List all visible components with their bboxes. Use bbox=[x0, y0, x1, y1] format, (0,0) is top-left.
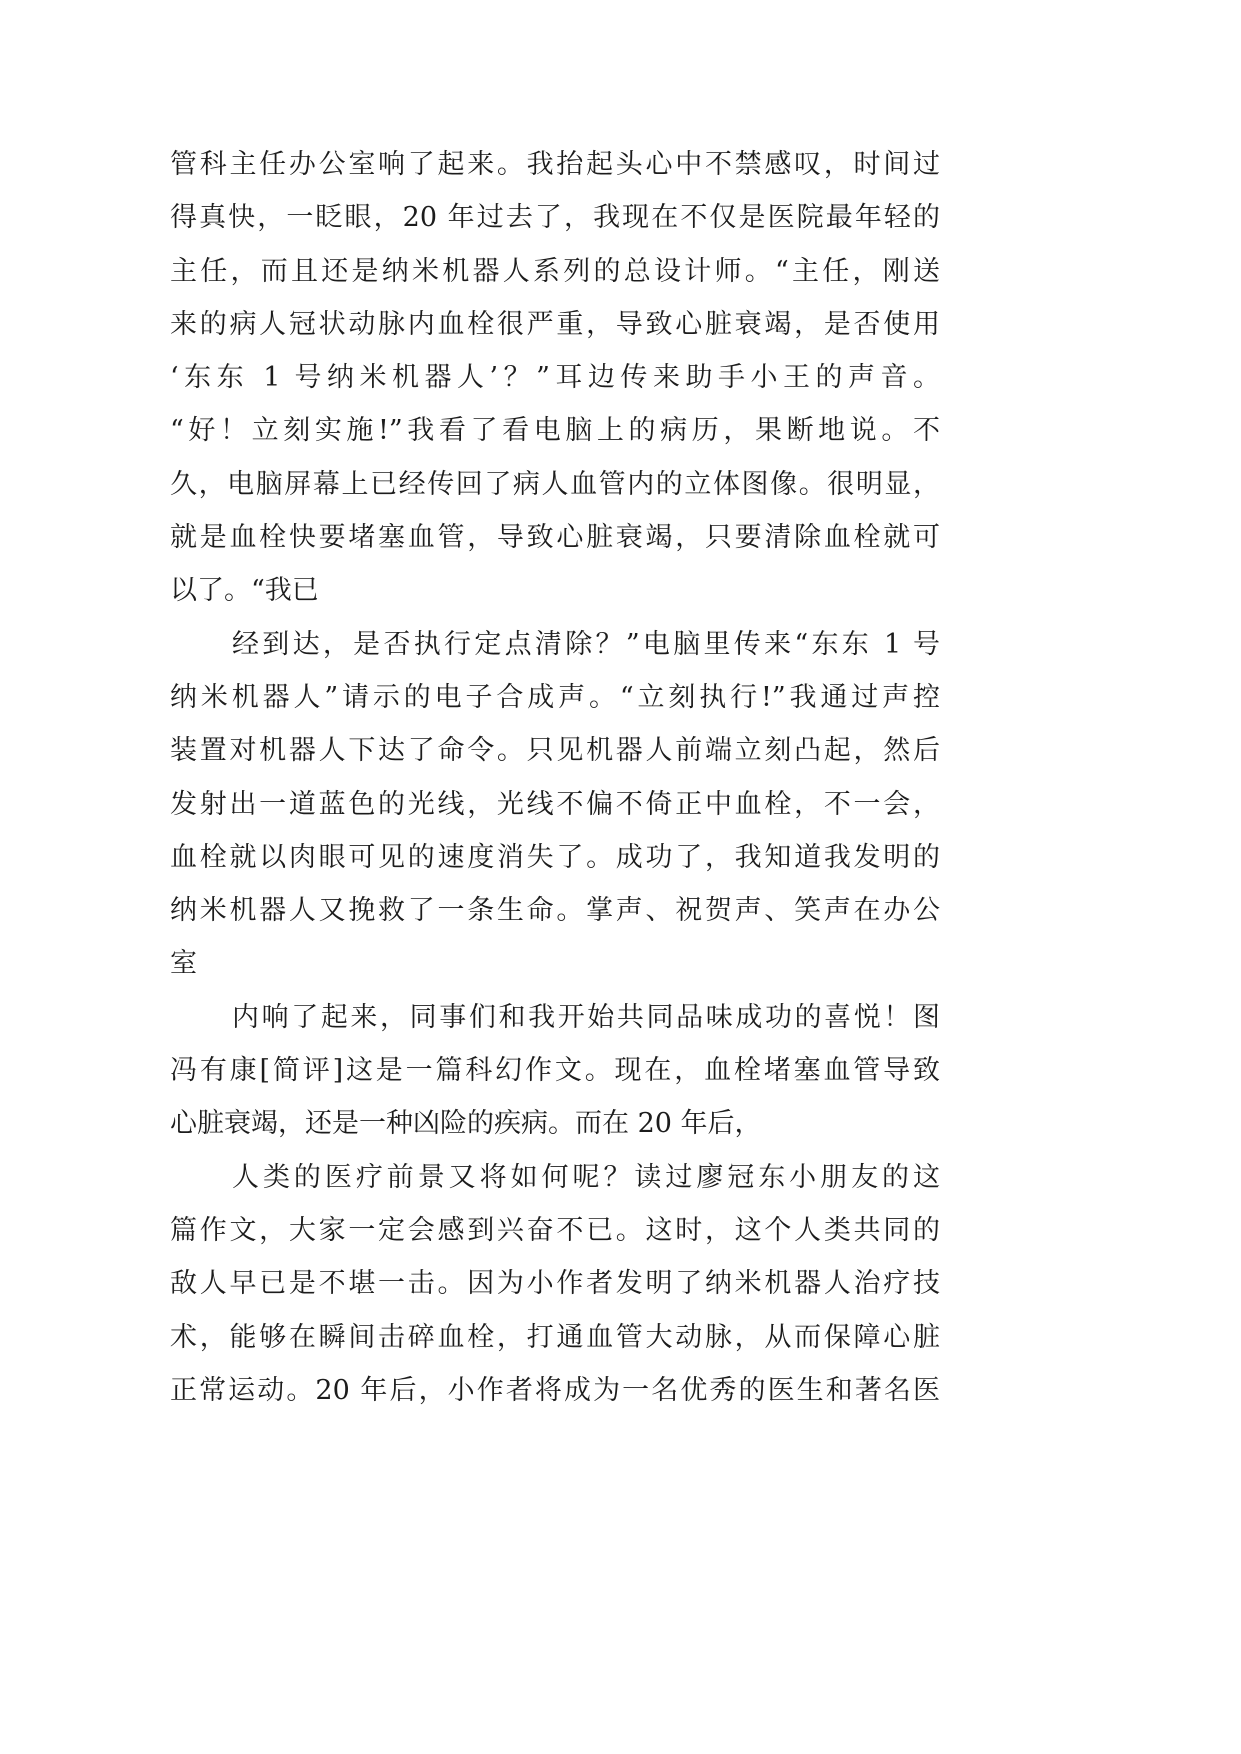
text-line: 篇作文，大家一定会感到兴奋不已。这时，这个人类共同的 bbox=[170, 1214, 940, 1246]
text-line: 得真快，一眨眼，20 年过去了，我现在不仅是医院最年轻的 bbox=[170, 202, 940, 234]
text-line: 正常运动。20 年后，小作者将成为一名优秀的医生和著名医 bbox=[170, 1374, 940, 1406]
text-line: 心脏衰竭，还是一种凶险的疾病。而在 20 年后， bbox=[170, 1108, 762, 1140]
text-line: 敌人早已是不堪一击。因为小作者发明了纳米机器人治疗技 bbox=[170, 1268, 940, 1300]
text-line: 装置对机器人下达了命令。只见机器人前端立刻凸起，然后 bbox=[170, 735, 940, 767]
text-line: 就是血栓快要堵塞血管，导致心脏衰竭，只要清除血栓就可 bbox=[170, 522, 940, 554]
text-line: 久，电脑屏幕上已经传回了病人血管内的立体图像。很明显， bbox=[170, 468, 940, 500]
text-line: 管科主任办公室响了起来。我抬起头心中不禁感叹，时间过 bbox=[170, 149, 940, 180]
paragraph-4 bbox=[170, 1151, 940, 1417]
text-line: 来的病人冠状动脉内血栓很严重，导致心脏衰竭，是否使用 bbox=[170, 308, 940, 340]
text-line: 内响了起来，同事们和我开始共同品味成功的喜悦！图 bbox=[232, 1001, 940, 1033]
paragraph-1 bbox=[170, 138, 940, 618]
text-line: 纳米机器人”请示的电子合成声。“立刻执行!”我通过声控 bbox=[170, 681, 940, 713]
text-line: 人类的医疗前景又将如何呢？读过廖冠东小朋友的这 bbox=[232, 1161, 940, 1193]
text-line: 以了。“我已 bbox=[170, 575, 319, 607]
text-line: 主任，而且还是纳米机器人系列的总设计师。“主任，刚送 bbox=[170, 255, 940, 287]
text-line: ‘东东 1 号纳米机器人’？”耳边传来助手小王的声音。 bbox=[170, 362, 940, 394]
text-line: 纳米机器人又挽救了一条生命。掌声、祝贺声、笑声在办公 bbox=[170, 895, 940, 927]
text-line: 冯有康[简评]这是一篇科幻作文。现在，血栓堵塞血管导致 bbox=[170, 1055, 940, 1087]
text-line: 室 bbox=[170, 948, 197, 980]
paragraph-3 bbox=[170, 991, 940, 1151]
body-text bbox=[170, 138, 940, 1417]
text-line: 经到达，是否执行定点清除？”电脑里传来“东东 1 号 bbox=[232, 628, 940, 660]
text-line: 血栓就以肉眼可见的速度消失了。成功了，我知道我发明的 bbox=[170, 841, 940, 873]
text-line: 发射出一道蓝色的光线，光线不偏不倚正中血栓，不一会， bbox=[170, 788, 940, 820]
text-line: 术，能够在瞬间击碎血栓，打通血管大动脉，从而保障心脏 bbox=[170, 1321, 940, 1353]
paragraph-2 bbox=[170, 618, 940, 991]
text-line: “好！立刻实施!”我看了看电脑上的病历，果断地说。不 bbox=[170, 415, 940, 447]
